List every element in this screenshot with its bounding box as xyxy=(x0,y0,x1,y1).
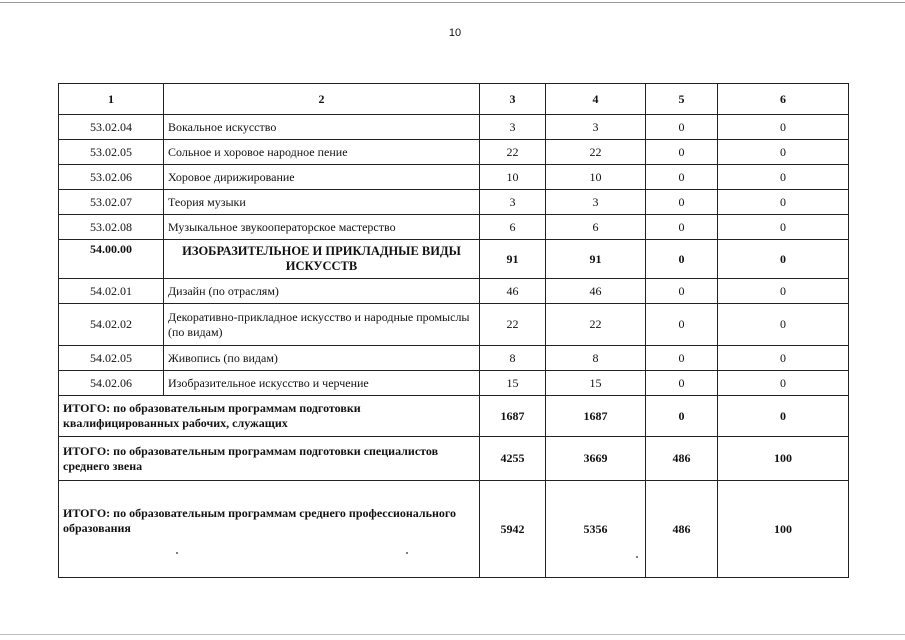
code-cell: 54.02.06 xyxy=(59,371,164,396)
value-cell: 8 xyxy=(546,346,646,371)
total-row xyxy=(59,481,849,578)
value-cell: 3 xyxy=(546,115,646,140)
code-cell: 53.02.05 xyxy=(59,140,164,165)
value-cell: 91 xyxy=(546,240,646,279)
value-cell: 15 xyxy=(546,371,646,396)
header-cell: 4 xyxy=(546,84,646,115)
code-cell: 54.02.05 xyxy=(59,346,164,371)
value-cell: 0 xyxy=(718,346,849,371)
value-cell: 0 xyxy=(646,115,718,140)
name-cell: Декоративно-прикладное искусство и народные промыслы (по видам) xyxy=(164,304,480,346)
value-cell: 0 xyxy=(646,371,718,396)
total-label-cell: ИТОГО: по образовательным программам подготовки квалифицированных рабочих, служащих xyxy=(59,396,480,437)
name-cell: Хоровое дирижирование xyxy=(164,165,480,190)
total-value-cell: 4255 xyxy=(480,437,546,481)
table-row xyxy=(59,190,849,215)
scan-edge-top xyxy=(0,2,905,3)
value-cell: 6 xyxy=(480,215,546,240)
name-cell: Музыкальное звукооператорское мастерство xyxy=(164,215,480,240)
code-cell: 54.02.02 xyxy=(59,304,164,346)
code-cell: 54.02.01 xyxy=(59,279,164,304)
total-value-cell: 100 xyxy=(718,481,849,578)
value-cell: 0 xyxy=(718,304,849,346)
value-cell: 15 xyxy=(480,371,546,396)
value-cell: 0 xyxy=(646,165,718,190)
value-cell: 0 xyxy=(646,304,718,346)
scan-speck xyxy=(406,552,408,554)
value-cell: 8 xyxy=(480,346,546,371)
name-cell: Изобразительное искусство и черчение xyxy=(164,371,480,396)
total-value-cell: 0 xyxy=(718,396,849,437)
scan-speck xyxy=(636,556,638,558)
code-cell: 53.02.04 xyxy=(59,115,164,140)
code-cell: 53.02.06 xyxy=(59,165,164,190)
value-cell: 22 xyxy=(546,140,646,165)
value-cell: 0 xyxy=(646,140,718,165)
name-cell: Дизайн (по отраслям) xyxy=(164,279,480,304)
value-cell: 3 xyxy=(546,190,646,215)
scan-speck xyxy=(176,552,178,554)
name-cell: Живопись (по видам) xyxy=(164,346,480,371)
total-row xyxy=(59,396,849,437)
header-cell: 5 xyxy=(646,84,718,115)
value-cell: 0 xyxy=(718,115,849,140)
total-value-cell: 486 xyxy=(646,481,718,578)
value-cell: 0 xyxy=(718,140,849,165)
value-cell: 3 xyxy=(480,190,546,215)
statistics-table xyxy=(58,83,849,578)
total-value-cell: 1687 xyxy=(480,396,546,437)
value-cell: 6 xyxy=(546,215,646,240)
name-cell: Сольное и хоровое народное пение xyxy=(164,140,480,165)
value-cell: 0 xyxy=(646,215,718,240)
value-cell: 0 xyxy=(718,279,849,304)
value-cell: 22 xyxy=(546,304,646,346)
section-code-cell: 54.00.00 xyxy=(59,240,164,279)
section-name-cell: ИЗОБРАЗИТЕЛЬНОЕ И ПРИКЛАДНЫЕ ВИДЫ ИСКУССТВ xyxy=(164,240,480,279)
table-header-row xyxy=(59,84,849,115)
table-row xyxy=(59,140,849,165)
value-cell: 0 xyxy=(646,346,718,371)
value-cell: 0 xyxy=(718,190,849,215)
total-value-cell: 486 xyxy=(646,437,718,481)
name-cell: Вокальное искусство xyxy=(164,115,480,140)
total-value-cell: 5356 xyxy=(546,481,646,578)
value-cell: 0 xyxy=(718,240,849,279)
value-cell: 22 xyxy=(480,140,546,165)
value-cell: 91 xyxy=(480,240,546,279)
table-row xyxy=(59,215,849,240)
value-cell: 10 xyxy=(546,165,646,190)
name-cell: Теория музыки xyxy=(164,190,480,215)
value-cell: 0 xyxy=(646,190,718,215)
value-cell: 46 xyxy=(480,279,546,304)
table-row xyxy=(59,279,849,304)
table-row xyxy=(59,304,849,346)
header-cell: 6 xyxy=(718,84,849,115)
value-cell: 0 xyxy=(718,215,849,240)
total-label-cell: ИТОГО: по образовательным программам подготовки специалистов среднего звена xyxy=(59,437,480,481)
table-row xyxy=(59,346,849,371)
value-cell: 0 xyxy=(646,240,718,279)
value-cell: 0 xyxy=(646,279,718,304)
table-row xyxy=(59,165,849,190)
value-cell: 0 xyxy=(718,165,849,190)
header-cell: 1 xyxy=(59,84,164,115)
section-row xyxy=(59,240,849,279)
total-value-cell: 3669 xyxy=(546,437,646,481)
code-cell: 53.02.08 xyxy=(59,215,164,240)
total-value-cell: 1687 xyxy=(546,396,646,437)
total-value-cell: 5942 xyxy=(480,481,546,578)
page-number: 10 xyxy=(448,27,462,39)
code-cell: 53.02.07 xyxy=(59,190,164,215)
value-cell: 46 xyxy=(546,279,646,304)
value-cell: 22 xyxy=(480,304,546,346)
total-label-cell: ИТОГО: по образовательным программам среднего профессионального образования xyxy=(59,481,480,578)
total-row xyxy=(59,437,849,481)
value-cell: 0 xyxy=(718,371,849,396)
total-value-cell: 100 xyxy=(718,437,849,481)
table-row xyxy=(59,371,849,396)
header-cell: 2 xyxy=(164,84,480,115)
scan-edge-bottom xyxy=(0,634,905,635)
value-cell: 3 xyxy=(480,115,546,140)
total-value-cell: 0 xyxy=(646,396,718,437)
header-cell: 3 xyxy=(480,84,546,115)
value-cell: 10 xyxy=(480,165,546,190)
table-row xyxy=(59,115,849,140)
